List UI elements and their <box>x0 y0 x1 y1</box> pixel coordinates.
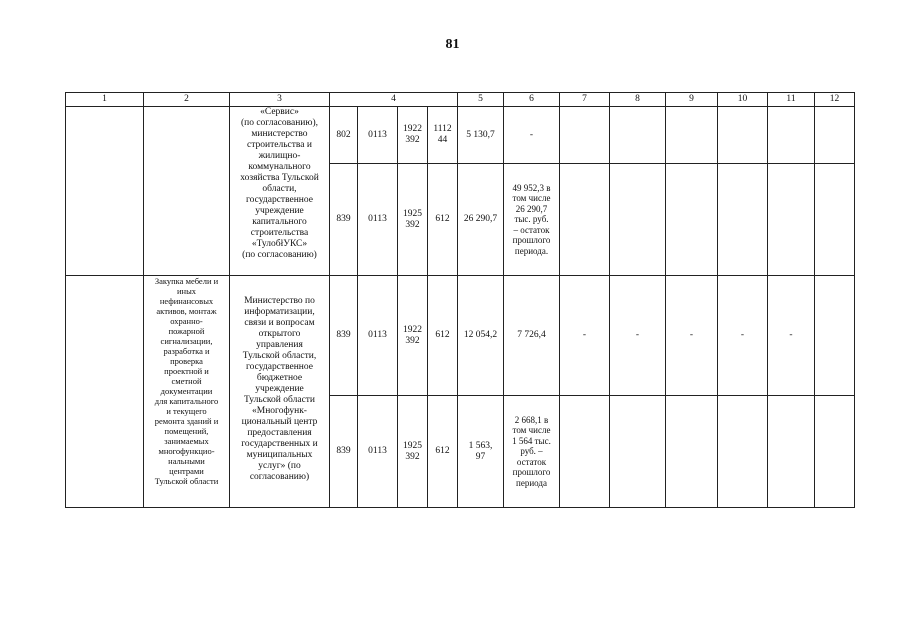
table-row <box>66 107 855 164</box>
code-cell: 1112 44 <box>428 107 458 164</box>
column-header-2: 2 <box>144 93 230 107</box>
cell-col10 <box>718 164 768 276</box>
code-cell: 612 <box>428 164 458 276</box>
code-cell: 1922 392 <box>398 276 428 396</box>
cell-col8 <box>610 107 666 164</box>
cell-col1 <box>66 107 144 276</box>
code-cell: 612 <box>428 276 458 396</box>
cell-col12 <box>815 107 855 164</box>
column-header-3: 3 <box>230 93 330 107</box>
executor-cell: «Сервис» (по согласованию), министерство строительства и жилищно- коммунального хозяйства Тульской области, государственное учреждение капитального строительства «ТулобłУКС» (по согласованию) <box>230 107 330 276</box>
cell-col7 <box>560 164 610 276</box>
code-cell: 1925 392 <box>398 164 428 276</box>
code-cell: 0113 <box>358 276 398 396</box>
amount-cell: 1 563, 97 <box>458 396 504 508</box>
cell-col11 <box>768 396 815 508</box>
column-header-4: 4 <box>330 93 458 107</box>
note-cell: 49 952,3 в том числе 26 290,7 тыс. руб. – остаток прошлого периода. <box>504 164 560 276</box>
note-cell: - <box>504 107 560 164</box>
column-header-6: 6 <box>504 93 560 107</box>
amount-cell: 12 054,2 <box>458 276 504 396</box>
cell-col9: - <box>666 276 718 396</box>
column-header-1: 1 <box>66 93 144 107</box>
code-cell: 802 <box>330 107 358 164</box>
executor-cell: Министерство по информатизации, связи и вопросам открытого управления Тульской области, государственное бюджетное учреждение Тульской области «Многофунк- циональный центр предоставления государственных и муниципальных услуг» (по согласованию) <box>230 276 330 508</box>
code-cell: 1925 392 <box>398 396 428 508</box>
cell-col7 <box>560 396 610 508</box>
code-cell: 612 <box>428 396 458 508</box>
cell-col1 <box>66 276 144 508</box>
code-cell: 839 <box>330 164 358 276</box>
cell-col12 <box>815 164 855 276</box>
cell-col10 <box>718 396 768 508</box>
note-cell: 2 668,1 в том числе 1 564 тыс. руб. – остаток прошлого периода <box>504 396 560 508</box>
cell-col9 <box>666 396 718 508</box>
cell-col9 <box>666 164 718 276</box>
cell-col9 <box>666 107 718 164</box>
cell-col11 <box>768 107 815 164</box>
cell-col11 <box>768 164 815 276</box>
cell-col11: - <box>768 276 815 396</box>
column-header-5: 5 <box>458 93 504 107</box>
cell-col8 <box>610 396 666 508</box>
cell-col12 <box>815 276 855 396</box>
column-header-9: 9 <box>666 93 718 107</box>
code-cell: 1922 392 <box>398 107 428 164</box>
column-header-8: 8 <box>610 93 666 107</box>
budget-table <box>65 92 855 508</box>
cell-col8: - <box>610 276 666 396</box>
cell-col10: - <box>718 276 768 396</box>
page-number: 81 <box>445 37 460 52</box>
column-header-7: 7 <box>560 93 610 107</box>
cell-col7 <box>560 107 610 164</box>
code-cell: 839 <box>330 276 358 396</box>
code-cell: 0113 <box>358 107 398 164</box>
code-cell: 839 <box>330 396 358 508</box>
column-header-10: 10 <box>718 93 768 107</box>
cell-col7: - <box>560 276 610 396</box>
cell-col8 <box>610 164 666 276</box>
cell-col2 <box>144 107 230 276</box>
amount-cell: 26 290,7 <box>458 164 504 276</box>
amount-cell: 5 130,7 <box>458 107 504 164</box>
code-cell: 0113 <box>358 396 398 508</box>
column-header-12: 12 <box>815 93 855 107</box>
code-cell: 0113 <box>358 164 398 276</box>
header-row <box>66 93 855 107</box>
activity-description: Закупка мебели и иных нефинансовых активов, монтаж охранно- пожарной сигнализации, разработка и проверка проектной и сметной документации для капитального и текущего ремонта зданий и помещений, занимаемых многофункцио- нальными центрами Тульской области <box>144 276 230 508</box>
table-row <box>66 276 855 396</box>
cell-col10 <box>718 107 768 164</box>
note-cell: 7 726,4 <box>504 276 560 396</box>
column-header-11: 11 <box>768 93 815 107</box>
cell-col12 <box>815 396 855 508</box>
